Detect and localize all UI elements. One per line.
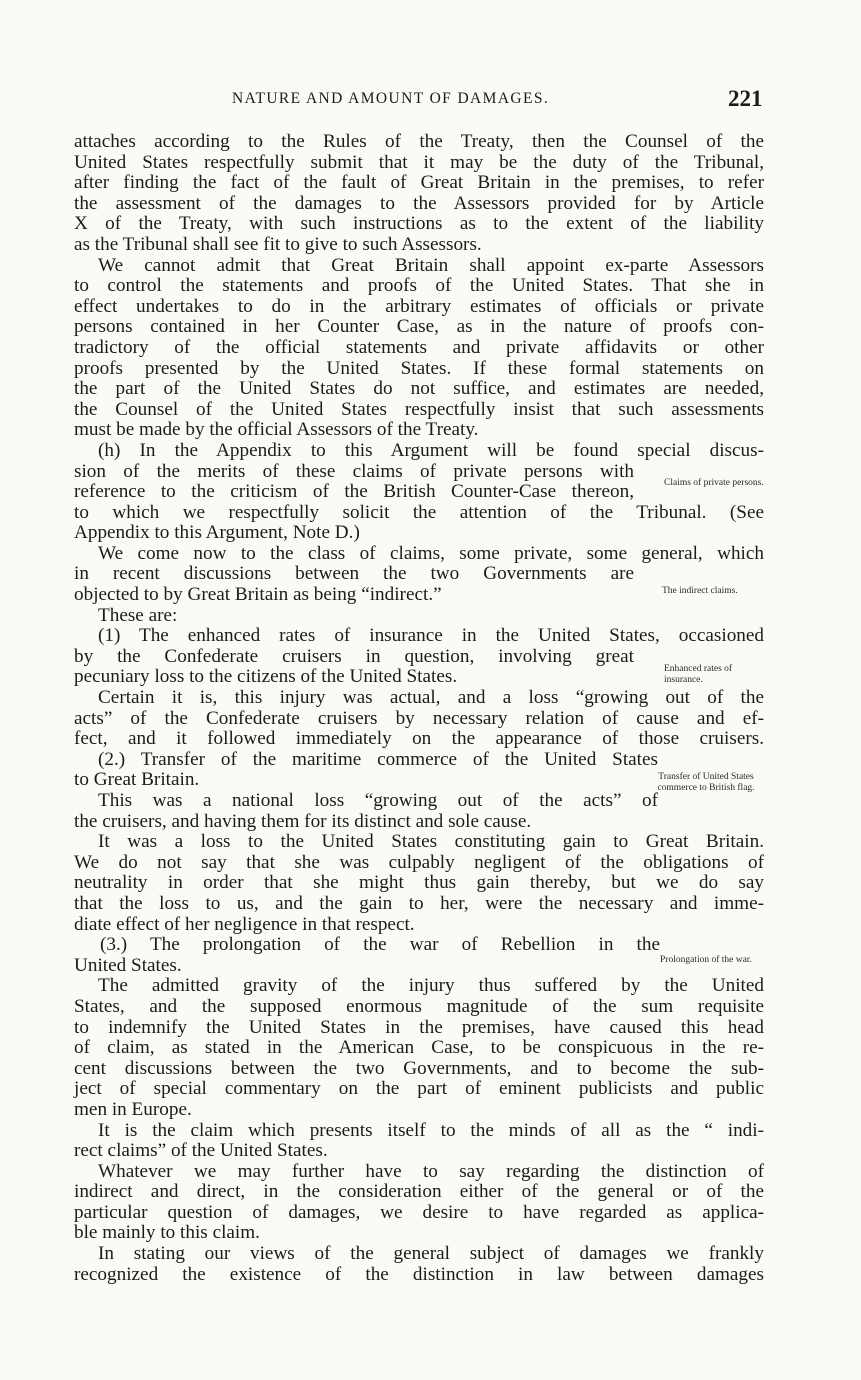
text-line: It was a loss to the United States constituting gain to Great Britain.: [98, 831, 764, 853]
text-line: effect undertakes to do in the arbitrary estimates of officials or private: [74, 295, 764, 317]
text-line: the part of the United States do not suffice, and estimates are needed,: [74, 378, 764, 400]
text-line: sion of the merits of these claims of private persons with: [74, 460, 634, 482]
text-line: acts” of the Confederate cruisers by necessary relation of cause and ef-: [74, 707, 764, 729]
text-line: attaches according to the Rules of the Treaty, then the Counsel of the: [74, 131, 764, 152]
text-line: Certain it is, this injury was actual, and a loss “growing out of the: [98, 687, 764, 709]
text-line: particular question of damages, we desire to have regarded as applica-: [74, 1201, 764, 1223]
text-line: in recent discussions between the two Governments are: [74, 563, 634, 585]
sidenote: Claims of private persons.: [664, 478, 764, 488]
text-line: cent discussions between the two Governments, and to become the sub-: [74, 1057, 764, 1079]
sidenote: Transfer of United States commerce to British flag.: [657, 772, 755, 793]
text-line: We come now to the class of claims, some private, some general, which: [98, 542, 764, 564]
text-line: must be made by the official Assessors of the Treaty.: [74, 419, 479, 441]
text-line: Appendix to this Argument, Note D.): [74, 522, 360, 544]
text-line: persons contained in her Counter Case, as in the nature of proofs con-: [74, 316, 764, 338]
text-line: after finding the fact of the fault of Great Britain in the premises, to refer: [74, 172, 764, 194]
text-line: the Counsel of the United States respectfully insist that such assessments: [74, 398, 764, 420]
text-line: rect claims” of the United States.: [74, 1140, 328, 1162]
text-line: It is the claim which presents itself to the minds of all as the “ indi-: [98, 1119, 764, 1141]
text-line: indirect and direct, in the consideration either of the general or of the: [74, 1181, 764, 1203]
sidenote: The indirect claims.: [662, 586, 738, 596]
running-header: [0, 88, 861, 114]
text-line: (1) The enhanced rates of insurance in the United States, occasioned: [98, 625, 764, 647]
text-line: to which we respectfully solicit the attention of the Tribunal. (See: [74, 501, 764, 523]
text-line: (2.) Transfer of the maritime commerce of the United States: [98, 748, 658, 770]
text-line: pecuniary loss to the citizens of the United States.: [74, 666, 458, 688]
text-line: Whatever we may further have to say regarding the distinction of: [98, 1160, 764, 1182]
text-line: fect, and it followed immediately on the appearance of those cruisers.: [74, 728, 764, 750]
text-line: the assessment of the damages to the Assessors provided for by Article: [74, 192, 764, 214]
sidenote: Enhanced rates of insurance.: [664, 664, 733, 685]
text-line: United States respectfully submit that it may be the duty of the Tribunal,: [74, 151, 764, 173]
text-line: to control the statements and proofs of the United States. That she in: [74, 275, 764, 297]
text-line: United States.: [74, 954, 182, 976]
text-line: This was a national loss “growing out of the acts” of: [98, 790, 658, 811]
text-line: that the loss to us, and the gain to her, were the necessary and imme-: [74, 892, 764, 914]
text-line: proofs presented by the United States. If these formal statements on: [74, 357, 764, 379]
text-line: States, and the supposed enormous magnitude of the sum requisite: [74, 995, 764, 1017]
text-line: tradictory of the official statements and private affidavits or other: [74, 336, 764, 358]
running-title: NATURE AND AMOUNT OF DAMAGES.: [232, 90, 550, 107]
text-line: ject of special commentary on the part of eminent publicists and public: [74, 1078, 764, 1100]
sidenote: Prolongation of the war.: [660, 955, 752, 965]
text-line: We do not say that she was culpably negligent of the obligations of: [74, 851, 764, 873]
text-line: as the Tribunal shall see fit to give to such Assessors.: [74, 233, 482, 255]
text-line: recognized the existence of the distinction in law between damages: [74, 1263, 764, 1285]
text-line: The admitted gravity of the injury thus suffered by the United: [98, 975, 764, 997]
text-line: neutrality in order that she might thus gain thereby, but we do say: [74, 872, 764, 894]
page-number: 221: [728, 86, 763, 111]
text-line: (3.) The prolongation of the war of Rebellion in the: [100, 934, 660, 956]
text-line: In stating our views of the general subject of damages we frankly: [98, 1243, 764, 1265]
text-line: We cannot admit that Great Britain shall appoint ex-parte Assessors: [98, 254, 764, 276]
text-line: reference to the criticism of the British Counter-Case thereon,: [74, 481, 634, 503]
text-line: to indemnify the United States in the premises, have caused this head: [74, 1016, 764, 1038]
text-line: ble mainly to this claim.: [74, 1222, 260, 1244]
text-line: objected to by Great Britain as being “indirect.”: [74, 584, 442, 606]
text-line: by the Confederate cruisers in question, involving great: [74, 645, 634, 667]
text-line: diate effect of her negligence in that respect.: [74, 913, 415, 935]
text-line: of claim, as stated in the American Case, to be conspicuous in the re-: [74, 1037, 764, 1059]
text-line: to Great Britain.: [74, 769, 200, 791]
text-line: X of the Treaty, with such instructions as to the extent of the liability: [74, 213, 764, 235]
text-line: (h) In the Appendix to this Argument will be found special discus-: [98, 439, 764, 461]
text-line: These are:: [98, 604, 178, 626]
text-line: men in Europe.: [74, 1098, 192, 1120]
body-text: [74, 132, 764, 1285]
text-line: the cruisers, and having them for its distinct and sole cause.: [74, 810, 532, 832]
